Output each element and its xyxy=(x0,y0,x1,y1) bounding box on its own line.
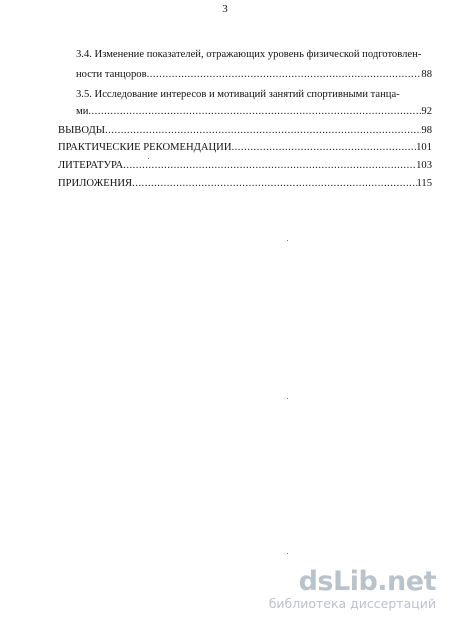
watermark-subtitle: библиотека диссертаций xyxy=(268,596,436,611)
toc-literature-page: 103 xyxy=(416,160,432,171)
toc-item-3-4-line2 xyxy=(76,68,432,82)
scan-speck xyxy=(148,158,149,159)
toc-recommendations-title: ПРАКТИЧЕСКИЕ РЕКОМЕНДАЦИИ xyxy=(58,142,232,153)
toc-recommendations-page: 101 xyxy=(416,142,432,153)
toc-item-3-5-title: ми xyxy=(76,106,89,117)
toc-item-recommendations xyxy=(58,141,432,155)
page-number: 3 xyxy=(222,3,228,15)
toc-item-literature xyxy=(58,159,432,173)
toc-item-appendices xyxy=(58,177,432,191)
toc-appendices-title: ПРИЛОЖЕНИЯ xyxy=(58,178,133,189)
toc-item-conclusions xyxy=(58,124,432,138)
toc-literature-title: ЛИТЕРАТУРА xyxy=(58,160,124,171)
toc-leader-dots xyxy=(105,124,421,138)
toc-item-3-5-line1: 3.5. Исследование интересов и мотиваций занятий спортивными танца- xyxy=(76,89,400,100)
watermark xyxy=(269,567,436,611)
toc-item-3-4-title: ности танцоров xyxy=(76,69,147,80)
toc-leader-dots xyxy=(88,105,421,119)
scan-speck xyxy=(287,398,288,399)
toc-item-3-4-page: 88 xyxy=(421,69,432,80)
scan-speck xyxy=(287,553,288,554)
watermark-logo: dsLib.net xyxy=(298,566,436,597)
toc-appendices-page: 115 xyxy=(416,178,432,189)
toc-item-3-5-line2 xyxy=(76,105,432,119)
toc-item-3-5-page: 92 xyxy=(421,106,432,117)
toc-leader-dots xyxy=(132,177,416,191)
toc-conclusions-title: ВЫВОДЫ xyxy=(58,125,105,136)
toc-conclusions-page: 98 xyxy=(421,125,432,136)
toc-leader-dots xyxy=(123,159,416,173)
scan-speck xyxy=(287,240,288,241)
toc-leader-dots xyxy=(231,141,416,155)
toc-item-3-4-line1: 3.4. Изменение показателей, отражающих уровень физической подготовлен- xyxy=(76,49,422,60)
toc-leader-dots xyxy=(147,68,422,82)
